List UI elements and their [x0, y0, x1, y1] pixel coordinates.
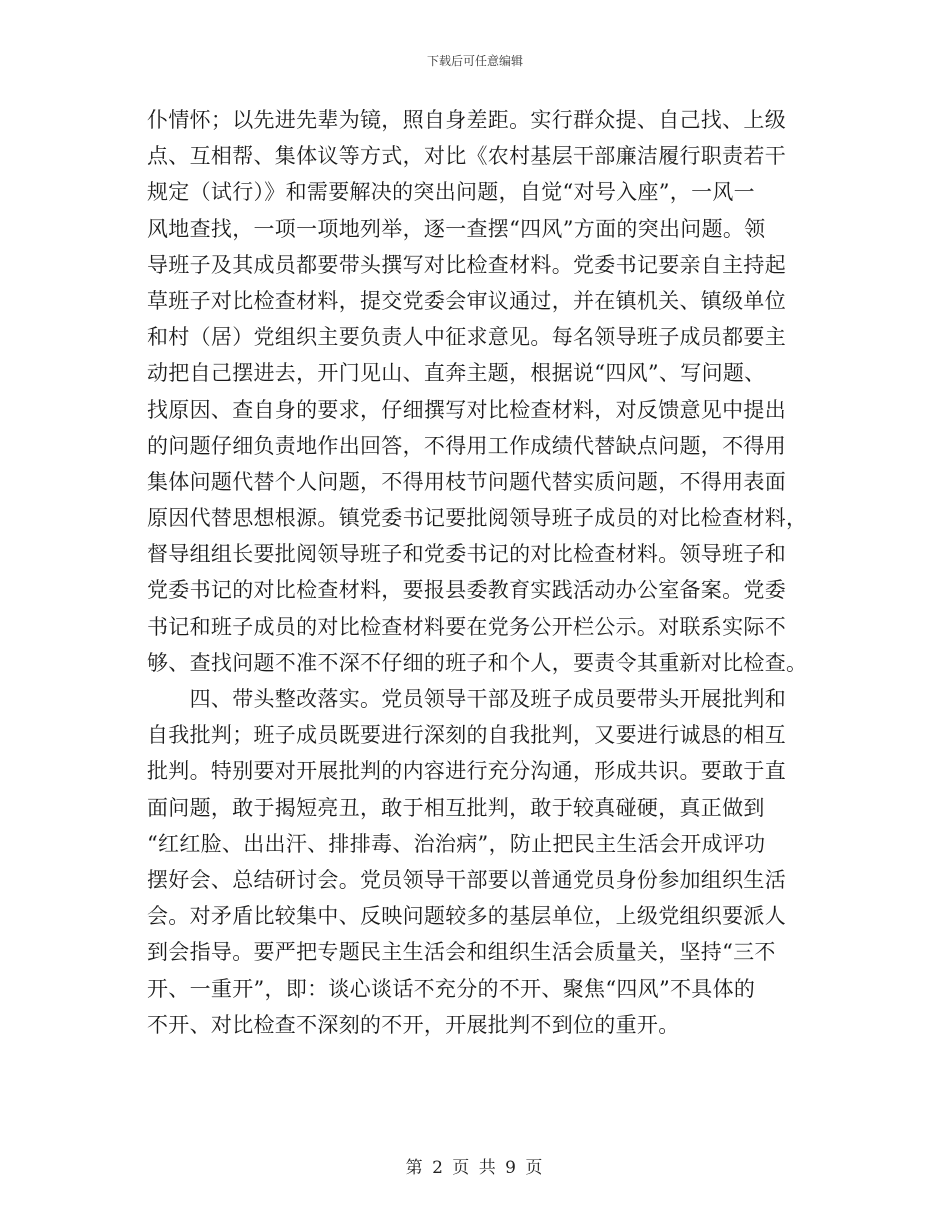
text-line: 仆情怀；以先进先辈为镜，照自身差距。实行群众提、自己找、上级: [147, 108, 786, 132]
text-line: 找原因、查自身的要求，仔细撰写对比检查材料，对反馈意见中提出: [147, 397, 786, 422]
text-line: 面问题，敢于揭短亮丑，敢于相互批判，敢于较真碰硬，真正做到: [147, 795, 765, 820]
text-line: 党委书记的对比检查材料，要报县委教育实践活动办公室备案。党委: [147, 578, 786, 603]
text-line: 原因代替思想根源。镇党委书记要批阅领导班子成员的对比检查材料，: [147, 506, 808, 531]
text-line: 点、互相帮、集体议等方式，对比《农村基层干部廉洁履行职责若干: [147, 144, 786, 169]
page-header-note: 下载后可任意编辑: [426, 54, 523, 68]
text-line: 开、一重开”，即：谈心谈话不充分的不开、聚焦“四风”不具体的: [147, 976, 756, 1001]
text-line: 督导组组长要批阅领导班子和党委书记的对比检查材料。领导班子和: [147, 542, 786, 567]
text-line: 规定（试行）》和需要解决的突出问题，自觉“对号入座”，一风一: [147, 180, 755, 205]
text-line: 批判。特别要对开展批判的内容进行充分沟通，形成共识。要敢于直: [147, 759, 786, 784]
text-line: 书记和班子成员的对比检查材料要在党务公开栏公示。对联系实际不: [147, 614, 786, 639]
document-body: [147, 102, 807, 1043]
text-line: 集体问题代替个人问题，不得用枝节问题代替实质问题，不得用表面: [147, 469, 786, 494]
text-line: 自我批判；班子成员既要进行深刻的自我批判，又要进行诚恳的相互: [147, 723, 786, 748]
text-line: 会。对矛盾比较集中、反映问题较多的基层单位，上级党组织要派人: [147, 904, 786, 929]
text-line: 草班子对比检查材料，提交党委会审议通过，并在镇机关、镇级单位: [147, 288, 786, 313]
text-line: 不开、对比检查不深刻的不开，开展批判不到位的重开。: [147, 1012, 680, 1037]
text-line: 风地查找，一项一项地列举，逐一查摆“四风”方面的突出问题。领: [147, 216, 766, 241]
text-line: 四、带头整改落实。党员领导干部及班子成员要带头开展批判和: [147, 687, 786, 711]
text-line: 和村（居）党组织主要负责人中征求意见。每名领导班子成员都要主: [147, 325, 786, 350]
text-line: 导班子及其成员都要带头撰写对比检查材料。党委书记要亲自主持起: [147, 252, 786, 277]
text-line: 的问题仔细负责地作出回答，不得用工作成绩代替缺点问题，不得用: [147, 433, 786, 458]
text-line: 够、查找问题不准不深不仔细的班子和个人，要责令其重新对比检查。: [147, 650, 808, 675]
text-line: 动把自己摆进去，开门见山、直奔主题，根据说“四风”、写问题、: [147, 361, 766, 386]
page-number: 第 2 页 共 9 页: [405, 1158, 545, 1178]
text-line: 摆好会、总结研讨会。党员领导干部要以普通党员身份参加组织生活: [147, 867, 786, 892]
text-line: “红红脸、出出汗、排排毒、治治病”，防止把民主生活会开成评功: [147, 831, 766, 856]
text-line: 到会指导。要严把专题民主生活会和组织生活会质量关，坚持“三不: [147, 940, 776, 965]
